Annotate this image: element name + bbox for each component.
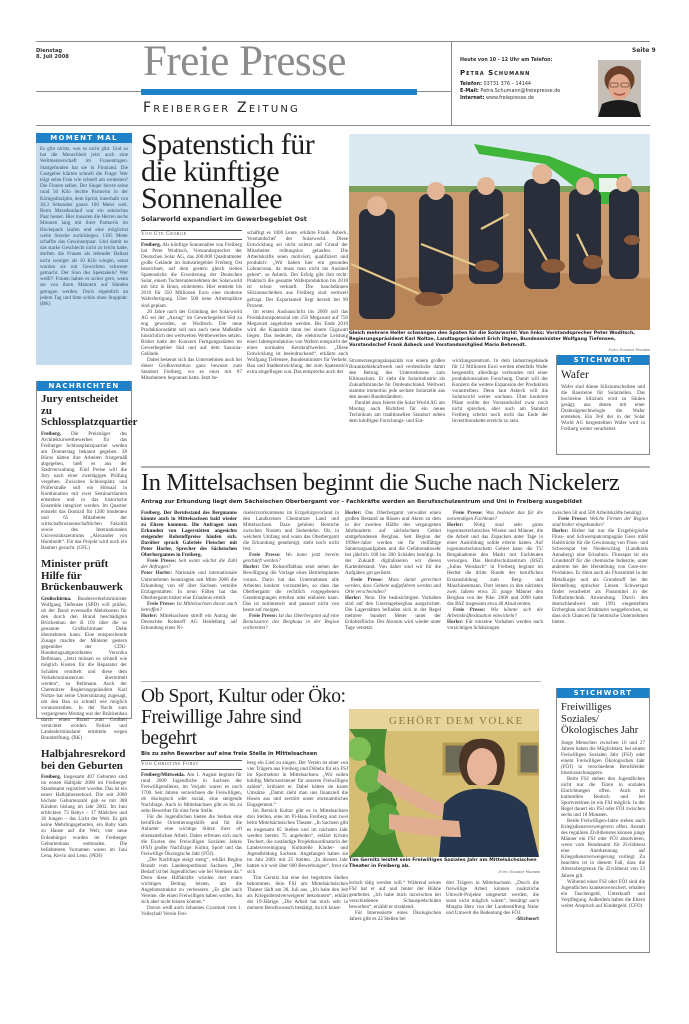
article-header [141, 128, 346, 223]
article-column [349, 358, 445, 425]
question-text: Seit wann wächst die Zahl der Anfragen? [141, 558, 237, 571]
contact-portrait [598, 60, 641, 117]
paragraph: Stromerzeugungskapazität von einem großen Braunkohlekraftwerk und verdeutliche damit den Beitrag des Unternehmens zum Klimaschutz. Er sieht die Solarindustrie als Zukunftsbranche für Ostdeutschland. Weltweit stamme immerhin jede sechste Solarzelle aus den neuen Bundesländern. [349, 358, 445, 401]
interview-question [243, 613, 339, 631]
article-subheadline: Antrag zur Erkundung liegt dem Sächsischen Oberbergamt vor – Fachkräfte werden an Berufsschulzentrum und Uni in Freiberg ausgebildet [141, 499, 583, 505]
date-value: 8. Juli 2008 [36, 54, 69, 60]
interview-lead: Freiberg. Der Berufsstand des Bergmanns könnte auch in Mittelsachsen bald wieder zu Ehren kommen. Die Anfragen zum Erkunden von Lagerstätten angesichts steigender Rohstoffpreise häufen sich. Darüber sprach Gabriele Fleischer mit Peter Horler, Sprecher des Sächsischen Oberbergamtes in Freiberg. [141, 510, 237, 559]
speaker-label: Freie Presse: [147, 558, 177, 565]
speaker-label: Freie Presse: [453, 510, 483, 516]
paragraph: Im Bereich Kultur gibt es in Mittelsachsen drei Stellen, eine im Pi-Haus Freiberg und zwei beim Mittelsächsischen Theater. „In Sachsen gibt es insgesamt 65 Stellen und im nächsten Jahr werden bereits 75 angeboten“, erklärt Kristin Teichert, die zuständige Projektkoordinatorin der Landesvereinigung Kulturelle Kinder- und Jugendbildung Sachsen. Angefangen haben sie im Jahr 2001 mit 25 Stellen. „In diesem Jahr hatten wir weit über 600 Bewerbungen“, freut sie sich. [247, 808, 348, 875]
interview-answer [345, 510, 441, 577]
interview-question [141, 601, 237, 613]
answer-text: Für einzelne Vorhaben werden nach vorsichtigen Schätzungen [447, 618, 543, 631]
speaker-label: Horler: [447, 618, 464, 625]
paragraph: Dabei bekennt sich das Unternehmen auch bei dieser Großinvestition ganz bewusst zum Standort Freiberg, wo es einst mit 87 Mitarbeitern begonnen hatte. Jetzt be- [141, 356, 242, 382]
answer-text: Nationale und internationale Unternehmen beantragten seit Mitte 2006 die Erkundung von elf über Sachsen verteilte Erzlagerstätten. In neun Fällen hat das Oberbergamt bisher eine Erlaubnis erteilt. [141, 570, 237, 601]
speaker-label: Freie Presse: [351, 576, 383, 583]
article-subheadline: Bis zu zehn Bewerber auf eine freie Stelle in Mittelsachsen [141, 751, 318, 757]
paragraph: Tim Gernitz hat eine der begehrten Stellen bekommen. Sein FSJ am Mittelsächsischen Theater läuft am 30. Juli aus. „Ich habe den Job als Kriegsdienstverweigerer bekommen“, erklärt der 19-Jährige. „Die Arbeit hat mich sehr in meinem Berufswunsch bestätigt, da ich künst- [247, 874, 348, 912]
article-header [141, 686, 346, 757]
web-label: Internet: [460, 95, 485, 102]
article-column [552, 510, 648, 625]
stichwort-label: STICHWORT [557, 688, 649, 698]
answer-text: Der Rohstoffabbau setzt neben der Bewilligung die Vorlage eines Betriebsplanes voraus. Darin hat das Unternehmen alle Arbeiten konkret vorzustellen, so dass das Oberbergamt die rechtlich vorgegebenen Genehmigungen erteilen oder einholen kann. Das ist zeitintensiv und passiert nicht von heute auf morgen. [243, 564, 339, 613]
question-text: Was bedeutet das für die notwendigen Fachleute? [447, 510, 543, 523]
article-byline: Von Ute George [141, 230, 242, 240]
news-headline: Halbjahresrekord bei den Geburten [41, 748, 126, 772]
article-column [243, 510, 339, 631]
article-column [446, 880, 539, 922]
article-column [345, 510, 441, 631]
interview-qa [447, 510, 543, 631]
section-divider [141, 681, 541, 682]
article-headline: Spatenstich für die künftige Sonnenallee [141, 128, 315, 215]
photo-caption: Gleich mehrere Heller schwangen den Spaten für die Solarworld: Von links: Vorstandsprecher Peter Woditsch, Regierungspräsident Karl Noltze, Landtagspräsident Erich Iltgen, Bundesminister Wolfgang Tiefensee, Vorstandschef Frank Asbeck und Vorstandsmitglied Mario Behrendt. [349, 331, 636, 348]
see-also-reference: –Stichwort [515, 916, 539, 922]
question-text: Muss damit gerechnet werden, dass Gebiete aufgefahren werden und Orte verschwinden? [345, 576, 441, 595]
answer-text: Bisher hat nur die Erzgebirgische Fluss- und Schwerspatcompagnie Geos mbH Halsbrücke für die Gewinnung von Fluss- und Schwerspat bei Niederschlag (Landkreis Annaberg) eine Erlaubnis. Flussspat ist ein Grundstoff für die chemische Industrie, unter anderem bei der Herstellung von Gore-tex-Produkten. Er dient auch als Flussmittel in der Metallurgie und als Grundstoff bei der Herstellung optischer Linsen. Schwerspat findet verarbeitet als Flussmittel in der Tiefbohrtechnik Anwendung. Durch den deutschlandweit seit 1991 eingestellten Erzbergbau sind Strukturen weggebrochen, so dass sich Chancen für heimische Unternehmen bieten. [552, 528, 648, 625]
phone-label: Telefon: [460, 81, 482, 87]
paragraph: Junge Menschen zwischen 16 und 27 Jahren haben die Möglichkeit, bei einem Freiwilligen Sozialen Jahr (FSJ) oder einem Freiwilligen Ökologischen Jahr (FÖJ) in verschiedene Berufsfelder hineinzuschnuppern. [561, 739, 645, 776]
interview-question [345, 577, 441, 595]
photo-caption-block [349, 858, 540, 874]
article-column [247, 230, 348, 375]
moment-mal-box [36, 133, 132, 365]
article-column [452, 358, 548, 425]
answer-text: Nein. Die beabsichtigten Vorhaben sind auf den Untertagebergbau ausgerichtet. Die Lagerstätten befinden sich in der Regel mehrere hundert Meter unter der Erdoberfläche. Der Abraum wird wieder unter Tage versetzt. [345, 594, 441, 631]
article-column [141, 760, 242, 917]
paragraph: wicklungszentrum. In dem Industriegebäude für 12 Millionen Euro werden ebenfalls Wafer hergestellt, allerdings verbunden mit einer produktionsnahen Forschung. Damit will der Konzern die weitere Expansion der Produktion vorantreiben. Denn laut Asbeck will die Solarworld weiter wachsen. Über konkrete Pläne wollte der Vorstandschef zwar noch nicht sprechen, aber auch am Standort Freiberg scheint noch nicht das Ende der Investitionskette erreicht zu sein. [452, 358, 548, 425]
question-text: Wo kann jetzt bereits geschürft werden? [243, 552, 339, 565]
article-dateline: Freiberg. [141, 242, 162, 249]
speaker-label: Horler: [345, 510, 362, 516]
news-dateline: Freiberg. [41, 430, 62, 437]
article-dateline: Freiberg/Mittweida. [141, 772, 185, 779]
interview-qa [141, 558, 237, 631]
paragraph: „Die Nachfrage steigt stetig“, erklärt Regina Brandt vom Landessportbund Sachsen. „Der Bedarf ist bei Jugendlichen wie bei Vereinen da.“ Denn diese Hilfskräfte würden dort einen wichtigen Beitrag leisten, um die Angebotsstruktur zu verbessern. „Es gibt auch Vereine, die einen Freiwilligen haben wollen, ihn sich aber nicht leisten können.“ [141, 856, 242, 906]
paragraph: drei Trägern in Mittelsachsen. „Durch die freiwillige Arbeit können zusätzliche Umwelt-Projekte umgesetzt werden, die sonst nicht möglich wären“, bestätigt auch Margita Herz von der Landesstiftung Natur und Umwelt die Bedeutung des FÖJ. [446, 880, 539, 917]
speaker-label: Horler: [447, 522, 464, 529]
paragraph: schäftigt es 1000 Leute, erklärte Frank Asbeck, Vorstandschef der Solarworld. Diese Entwicklung sei nicht zuletzt auf Grund der Mitarbeiter reibungslos gelaufen. Die Arbeitskräfte seien motiviert, qualifiziert und produktiv. „Wir haben hier ein gesundes Lohnniveau, da muss man nicht ins Ausland gehen“, so Asbeck. Der Erfolg gibt ihm recht: Praktisch die gesamte Waferproduktion bis 2018 ist schon verkauft. Die hauchdünnen Siliziumscheiben aus Freiberg sind weltweit gefragt. Der Exportanteil liegt derzeit bei 90 Prozent. [247, 230, 348, 309]
paragraph: Für die Jugendlichen bieten die Stellen eine berufliche Orientierungshilfe und für die Anbieter eine wichtige Stütze ihrer oft ehrenamtlichen Arbeit. Dabei erfreuen sich auch die Exoten des Freiwilligen Sozialen Jahres (FSJ) großer Nachfrage: Kultur, Sport und das Freiwillige Ökologische Jahr (FÖJ). [141, 814, 242, 857]
news-item [37, 554, 131, 744]
interview-question [141, 558, 237, 570]
moment-mal-text: Es gibt nichts, was es nicht gibt. Und so hat die Menschheit jetzt auch eine Weltmeisterschaft im Frauentragen. Stattgefunden hat sie in Finnland. Die Gastgeber klärten schnell die Frage: Wer trägt seine Frau wie schnell am weitesten? Die Finnen selber. Der Sieger hievte seine rund 50 Kilo leichte Partnerin in der Königsdisziplin, dem Sprint, innerhalb von 30,3 Sekunden ganze 100 Meter weit. Beim Marathonlauf war ein estnisches Paar besser. Hier mussten die Herren sechs Minuten lang mit ihrer Partnerin im Huckepack laufen und eine möglichst weite Strecke zurücklegen. 1185 Meter schaffte das Gewinnerpaar. Und damit es das starke Geschlecht nicht zu leicht hatte, durften die Frauen als lebender Ballast nicht weniger als 50 Kilo wiegen, sonst wurden sie mit Gewichten schwerer gemacht. Der Sinn des Spektakels? Wer weiß?! Frauen haben es sicher gern, wenn sie von ihren Männern auf Händen getragen werden. Doch eigentlich an jedem Tag und bitte schön ohne Stoppuhr. (BK) [40, 146, 129, 308]
article-column [247, 760, 348, 911]
news-briefs-label: NACHRICHTEN [37, 381, 131, 391]
news-item [37, 744, 131, 862]
interview-qa [345, 510, 441, 631]
interview-qa [243, 510, 339, 631]
article-column [141, 510, 237, 631]
question-text: Welche Firmen der Region sind bisher eingebunden? [552, 516, 648, 529]
paragraph: Im ersten Ausbauschritt bis 2009 soll das Produktionspotenzial um 250 Megawatt auf 750 Megawatt angehoben werden. Bis Ende 2010 wird die Kapazität dann bei einem Gigawatt liegen. Das bedeutet, die elektrische Leistung einer Jahresproduktion von Wafern entspricht der eines normalen Kernkraftwerkes. „Diese Entwicklung ist beeindruckend“, erklärte auch Wolfgang Tiefensee, Bundesminister für Verkehr, Bau und Stadtentwicklung, der zum Spatenstich extra eingeflogen war. Das entspreche auch der [247, 308, 348, 376]
question-text: Ist Mittelsachsen davon auch betroffen? [141, 600, 237, 613]
speaker-label: Horler: [243, 564, 260, 571]
moment-mal-label: MOMENT MAL [36, 133, 132, 143]
email-link[interactable]: Petra.Schumann@freiepresse.de [480, 88, 561, 95]
article-subheadline: Solarworld expandiert im Gewerbegebiet Ost [141, 215, 307, 223]
news-dateline: Großschirma. [41, 595, 72, 602]
masthead-divider [451, 42, 452, 125]
article-column [349, 880, 441, 922]
local-edition-title: Freiberger Zeitung [143, 100, 300, 116]
paragraph: berg ein Lied zu singen. Der Verein ist einer von vier Trägern aus Freiberg und Döbeln für ein FSJ im Sportsektor in Mittelsachsen. „Wir sollen künftig Mehrwertsteuer für unseren Freiwilligen zahlen“, kritisiert er. Dabei hätten sie kaum Umsätze. „Damit zieht man uns finanziell die Hosen aus und zerstört unser ehrenamtliches Engagement.“ [247, 760, 348, 809]
stichwort-title: Wafer [561, 369, 589, 381]
web-link[interactable]: www.freiepresse.de [486, 95, 534, 102]
stichwort-label: STICHWORT [557, 355, 649, 365]
paragraph: Davon weiß auch Johannes Gyarmati vom 1. Volleyball Verein Frei- [141, 905, 242, 918]
paragraph: Am 1. August beginnt für rund 2000 Jugendliche in Sachsen der Freiwilligendienst, im Vorjahr waren es noch 1700. Seit Jahren verzeichnen die Freiwilligen, ob ökologisch oder sozial, eine steigende Nachfrage. Auch in Mittelsachsen gibt es bis zu zehn Bewerber für eine freie Stelle. [141, 772, 242, 815]
speaker-label: Horler: [552, 528, 569, 535]
photo-caption-block [349, 331, 650, 353]
paragraph: Parallel dazu feierte die Solar World AG am Montag auch Richtfest für ein neues Technikum am traditionellen Standort neben dem künftigen Forschungs- und Ent- [349, 400, 445, 425]
date-weekday: Dienstag [36, 48, 63, 54]
logo-accent-bar [141, 89, 417, 95]
speaker-label: Freie Presse: [147, 600, 176, 607]
paragraph: Beide Freiwilligen-Jahre stehen auch Kriegsdienstverweigerern offen. Anstatt des regulären Zivildienstes können junge Männer ein FSJ oder FÖJ absolvieren, wenn vom Bundesamt für Zivildienst eine Anerkennung auf Kriegsdienstverweigerung vorliegt. Zu beachten ist in diesem Fall, dass die Altersobergrenze für Zivildienst von 23 Jahren gilt. [561, 818, 645, 879]
answer-text: Mittelsachsen streift ein Antrag der Deutschen Rohstoff AG Heidelberg auf Erkundung eines Ni- [141, 612, 238, 631]
phone-value: 03731 376 – 14144 [483, 81, 532, 87]
groundbreaking-photo [349, 134, 650, 330]
news-item [37, 391, 138, 554]
question-text: Ist das Oberbergamt auf eine Renaissance des Bergbaus in der Region vorbereitet? [243, 612, 339, 631]
contact-name: Petra Schumann [460, 69, 531, 77]
newspaper-logo: Freie Presse [143, 38, 346, 85]
issue-date [36, 48, 69, 60]
news-text: Die Preisträger des Architekturwettbewerbes für das Freiberger Schlossplatzquartier werden am Donnerstag bekannt gegeben. 38 Büros hätten ihre Arbeiten fristgemäß abgegeben, hieß es aus der Stadtverwaltung. Fünf Preise will die Jury nach einer zweitägigen Prüfung vergeben. Zwischen Schlossplatz und Prüferstraße soll ein Hörsaal in Kombination mit zwei Seminarräumen entstehen und in das historische Ensemble integriert werden. Im Quartier entsteht das Domizil für 1200 Studenten und 65 Mitarbeiter der wirtschaftswissenschaftlichen Fakultät sowie des Internationalen Universitätszentrums „Alexander von Humboldt“. Für das Projekt wird noch ein Bauherr gesucht. (GFL) [41, 430, 127, 552]
article-column [447, 510, 543, 631]
paragraph: Beim FSJ stehen den Jugendlichen nicht nur die Türen in sozialen Einrichtungen offen. Auch im kulturellen Bereich und bei Sportvereinen ist ein FSJ möglich. In der Regel dauert ein FSJ oder FÖJ zwischen sechs und 18 Monaten. [561, 775, 645, 819]
interview-answer [243, 564, 339, 612]
masthead-bottom-rule [36, 125, 650, 126]
news-dateline: Freiberg. [41, 774, 62, 781]
article-column [141, 230, 242, 381]
news-headline: Minister prüft Hilfe für Brückenbauwerk [41, 558, 123, 594]
interview-answer [141, 613, 237, 631]
stichwort-text: Wafer sind dünne Siliziumscheiben und die Bausteine für Solarzellen. Das hochreine Silizium wird zu Säulen gesägt, aus denen mit einer Drahtsägetechnologie die Wafer entstehen. Ein Teil der in der Solar World AG hergestellten Wafer wird in Freiberg weiter verarbeitet. [561, 384, 645, 433]
interview-question [447, 510, 543, 522]
article-headline: Ob Sport, Kultur oder Öko: Freiwillige Jahre sind begehrt [141, 686, 346, 749]
stichwort-fsj-box [556, 688, 650, 953]
answer-text: ckelerzvorkommens im Erzgebirgsvorland in den Landkreisen Chemnitzer Land und Mittelsachsen. Dazu gehören Bereiche zwischen Nossen und Siebenlehn. Ob, in welchem Umfang und wann das Oberbergamt die Erkundung genehmigt, steht noch nicht fest. [243, 510, 339, 553]
stichwort-wafer-box [556, 355, 650, 455]
answer-text: zwischen 50 und 500 Arbeitskräfte benötigt. [552, 510, 643, 516]
paragraph: Als künftige Sonnenallee von Freiberg hat Peter Woditsch, Vorstandssprecher der Deutschen Solar AG, das 200.000 Quadratmeter große Gelände im Industriegebiet Freiberg Ost bezeichnet, auf dem gestern gleich sieben Spatenstiche die Erweiterung der Deutschen Solar, einem Tochterunternehmen der Solarworld mit Sitz in Bonn, einleiteten. Hier entsteht bis 2010 für 350 Millionen Euro eine moderne Waferfertigung. Über 500 neue Arbeitsplätze sind geplant. [141, 242, 242, 309]
section-divider [141, 466, 650, 468]
interview-question [447, 607, 543, 619]
article-headline: In Mittelsachsen beginnt die Suche nach Nickelerz [141, 469, 620, 496]
interview-answer [552, 528, 648, 625]
news-briefs-box [36, 381, 138, 859]
paragraph: Für Interessierte eines Ökologischen Jahres gibt es 22 Stellen bei [349, 910, 441, 923]
answer-text: Nötig sind sehr gutes ingenieurtechnisches Wissen und Männer, die die Arbeit und das Zupacken unter Tage in einer Ausbildung solide erlernt haben. Auf ingenieurtechnischem Gebiet kann die TU Bergakademie den Markt mit Fachleuten versorgen. Das Berufsschulzentrum (BSZ) „Julius Weisbach“ in Freiberg beginnt im Herbst die dritte Runde der beruflichen Erstausbildung zum Berg- und Maschinenmann. Dort lernen in den nächsten zwei Jahren etwa 25 junge Männer den Bergbau von der Pike. 2006 und 2008 hatte das BSZ insgesamt etwa 40 Absolventen. [447, 522, 543, 607]
news-text: Bundesverkehrsminister Wolfgang Tiefensee (SPD) will prüfen, ob der Bund eventuelle Mehrkosten für den durch den Brand beschädigten Brückenbau der B 101 über die so genannte Großschirmaer Delle übernehmen kann. Eine entsprechende Zusage machte der Minister gestern gegenüber der CDU-Bundestagsabgeordneten Veronika Bellmann. „Jetzt müssen so schnell wie möglich Kosten für die Reparatur der Schäden ermittelt und diese dem Verkehrsministerium übermittelt werden“, so Bellmann. Auch der Chemnitzer Regierungspräsident Karl Noltze hat seine Unterstützung zugesagt, um den Bau so schnell wie möglich voranzutreiben. In der Nacht zum vergangenen Montag war der Brückenbau durch einen Brand zum Großteil vernichtet worden. Polizei und Landeskriminalamt ermitteln wegen Brandstiftung. (BK) [41, 595, 127, 742]
contact-hours: Heute von 10 - 12 Uhr am Telefon: [460, 58, 553, 63]
paragraph: lerisch tätig werden will.“ Während seines FSJ hat er auf und hinter der Bühne gearbeitet. „Ich habe mich inzwischen bei verschiedenen Schauspielschulen beworben“, erzählt er strahlend. [349, 880, 441, 911]
speaker-label: Freie Presse: [558, 516, 588, 523]
speaker-label: Freie Presse: [249, 552, 281, 559]
page-number: Seite 9 [632, 47, 656, 54]
interview-answer [243, 510, 339, 552]
paragraph: 20 Jahre nach der Gründung der Solarworld AG sei der „Anzug“ im Gewerbegebiet Süd zu eng geworden, so Woditsch. Die neue Produktionsstätte soll nun auch neue Maßstäbe hinsichtlich des weltweiten Wettbewerbes setzen. Bisher hatte der Konzern Fertigungsstätten im Gewerbegebiet Süd und auf dem Saxonia-Gelände. [141, 308, 242, 357]
interview-answer [447, 522, 543, 607]
interview-answer [345, 595, 441, 631]
building-inscription: GEHÖRT DEM VOLKE [389, 715, 524, 727]
interview-question [552, 516, 648, 528]
paragraph: Während eines FSJ oder FÖJ sind die Jugendlichen krankenversichert, erhalten ein Taschengeld, Unterkunft und Verpflegung. Außerdem haben die Eltern weiter Anspruch auf Kindergeld. (CFO) [561, 878, 645, 909]
photo-credit: -Foto: Eckardt Mildner [497, 869, 540, 874]
interview-answer [141, 570, 237, 600]
speaker-label: Horler: [345, 594, 362, 601]
photo-credit: -Foto: Eckardt Mildner [607, 348, 650, 353]
interview-answer [447, 619, 543, 631]
question-text: Wie könnte sich die Arbeitskräftesituation entwickeln? [447, 606, 543, 619]
news-headline: Jury entscheidet zu Schlossplatzquartier [41, 393, 138, 428]
speaker-label: Peter Horler: [141, 570, 173, 577]
speaker-label: Horler: [141, 612, 158, 619]
email-label: E-Mail: [460, 88, 479, 95]
article-byline: Von Christine Forst [141, 760, 242, 770]
reader-contact [460, 58, 596, 103]
news-text: Insgesamt 407 Geburten sind im ersten Halbjahr 2008 im Freiberger Standesamt registriert worden. Das ist ein neuer Halbjahresrekord. Die seit 2000 höchste Geburtenzahl gab es mit 388 Kindern bislang im Jahr 2002. Im Juni erblickten 73 Babys – 37 Mädchen und 36 Jungen – das Licht der Welt. Es gab keine Mehrlingsgeburten, ein Baby kam zu Hause auf die Welt, vier neue Erdenbürger wurden im Freiberger Geburtenhaus entbunden. Die beliebtesten Vornamen waren im Juni Lena, Kevin und Lenn. (PEH) [41, 774, 127, 859]
speaker-label: Freie Presse: [249, 612, 278, 619]
interview-question [243, 552, 339, 564]
interview-qa [552, 510, 648, 625]
photo-caption: Tim Gernitz leistet sein Freiwilliges Soziales Jahr am Mittelsächsischen Theater in Freiberg ab. [349, 858, 537, 869]
stichwort-title: Freiwilliges Soziales/ Ökologisches Jahr [561, 702, 639, 736]
volunteer-photo [349, 709, 539, 857]
answer-text: Das Oberbergamt verwaltet einen großen Bestand an Rissen und Akten zu dem in der zweiten Hälfte des vergangenen Jahrhunderts auf sächsischem Gebiet stattgefundenen Bergbau. Seit Beginn der 1990er-Jahre werden sie für vielfältige Sanierungsaufgaben und die Gefahrenabwehr bei jährlich 100 bis 200 Schäden benötigt. In der Zukunft digitalisieren wir diesen Kartenbestand. Von daher sind wir für die Aufgaben gut gerüstet. [345, 510, 441, 577]
speaker-label: Freie Presse: [453, 606, 486, 613]
